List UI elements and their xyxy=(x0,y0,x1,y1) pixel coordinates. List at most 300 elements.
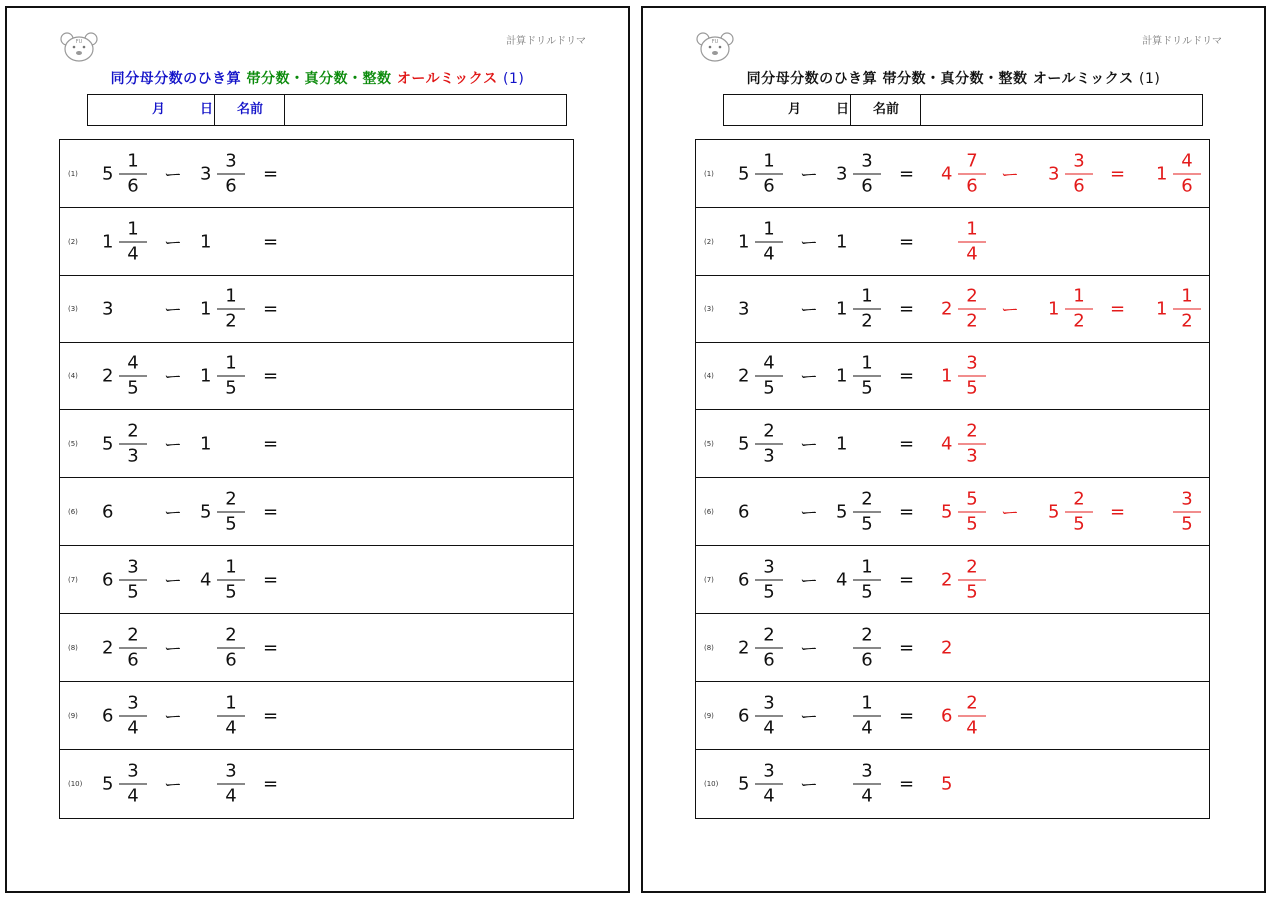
minus-sign: ー xyxy=(164,638,182,660)
numerator: 1 xyxy=(755,150,783,174)
fraction xyxy=(755,420,783,467)
whole-number: 6 xyxy=(102,569,114,590)
denominator: 4 xyxy=(763,785,775,807)
problem-number: (4) xyxy=(68,372,78,380)
numerator: 1 xyxy=(853,286,881,310)
numerator: 3 xyxy=(1173,488,1201,512)
answer-row xyxy=(696,614,1209,682)
answer-row xyxy=(696,750,1209,818)
equals-sign: = xyxy=(263,705,279,726)
denominator: 5 xyxy=(127,581,139,602)
problem-row xyxy=(60,682,573,750)
numerator: 3 xyxy=(1065,150,1093,174)
whole-number: 2 xyxy=(738,637,750,658)
whole-number: 1 xyxy=(836,298,848,320)
title-part-1: 同分母分数のひき算 xyxy=(746,71,878,87)
numerator: 3 xyxy=(853,761,881,785)
whole-number: 2 xyxy=(941,569,953,590)
denominator: 4 xyxy=(127,785,139,807)
whole-number: 3 xyxy=(836,163,848,184)
answer-row xyxy=(696,208,1209,276)
whole-number: 1 xyxy=(836,433,848,454)
problem-row xyxy=(60,208,573,276)
equals-sign: = xyxy=(899,298,915,320)
denominator: 6 xyxy=(225,649,237,670)
whole-number: 3 xyxy=(738,298,750,320)
denominator: 4 xyxy=(763,717,775,738)
whole-number: 1 xyxy=(836,231,848,252)
whole-number: 6 xyxy=(738,569,750,590)
fraction xyxy=(1173,286,1201,333)
fraction xyxy=(119,556,147,603)
equals-sign: = xyxy=(899,637,915,658)
whole-number: 5 xyxy=(836,501,848,522)
fraction xyxy=(958,150,986,197)
fraction xyxy=(119,624,147,671)
problem-number: (2) xyxy=(68,237,78,246)
fraction xyxy=(958,556,986,603)
minus-sign: ー xyxy=(800,164,818,186)
answer-row xyxy=(696,343,1209,410)
denominator: 5 xyxy=(225,581,237,602)
whole-number: 1 xyxy=(200,231,212,252)
fraction xyxy=(755,353,783,400)
numerator: 3 xyxy=(217,761,245,785)
problem-row xyxy=(60,614,573,682)
title-part-1: 同分母分数のひき算 xyxy=(110,71,242,87)
title-part-2: 帯分数・真分数・整数 xyxy=(246,71,392,87)
fraction xyxy=(853,556,881,603)
problem-number: (5) xyxy=(704,439,714,448)
answer-row xyxy=(696,276,1209,343)
fraction xyxy=(755,624,783,671)
minus-sign: ー xyxy=(800,367,818,388)
numerator: 1 xyxy=(958,218,986,242)
denominator: 6 xyxy=(861,649,873,670)
minus-sign: ー xyxy=(164,300,182,321)
equals-sign: = xyxy=(1110,163,1126,184)
denominator: 5 xyxy=(763,377,775,399)
denominator: 4 xyxy=(127,243,139,264)
numerator: 3 xyxy=(755,761,783,785)
problem-row xyxy=(60,478,573,546)
whole-number: 5 xyxy=(102,773,114,795)
bear-logo-icon xyxy=(695,30,735,64)
problem-number: (4) xyxy=(704,372,714,380)
numerator: 2 xyxy=(217,488,245,512)
numerator: 1 xyxy=(217,286,245,310)
denominator: 5 xyxy=(966,513,978,534)
minus-sign: ー xyxy=(164,232,182,254)
whole-number: 5 xyxy=(200,501,212,522)
month-label: 月 xyxy=(788,102,802,117)
whole-number: 6 xyxy=(102,501,114,522)
minus-sign: ー xyxy=(164,367,182,388)
numerator: 3 xyxy=(119,556,147,580)
numerator: 2 xyxy=(755,420,783,444)
whole-number: 5 xyxy=(1048,501,1060,522)
problem-number: (10) xyxy=(68,780,83,788)
numerator: 4 xyxy=(119,353,147,377)
fraction xyxy=(1065,286,1093,333)
worksheet-title xyxy=(7,68,628,88)
denominator: 3 xyxy=(763,445,775,466)
title-part-3: オールミックス xyxy=(396,71,498,87)
denominator: 5 xyxy=(861,377,873,399)
denominator: 6 xyxy=(225,175,237,196)
fraction xyxy=(853,761,881,808)
denominator: 5 xyxy=(861,513,873,534)
whole-number: 3 xyxy=(1048,163,1060,184)
minus-sign: ー xyxy=(800,434,818,456)
fraction xyxy=(755,556,783,603)
question-sheet xyxy=(5,6,630,893)
numerator: 1 xyxy=(1065,286,1093,310)
answer-sheet xyxy=(641,6,1266,893)
problem-number: (8) xyxy=(68,643,78,652)
whole-number: 6 xyxy=(738,705,750,726)
numerator: 4 xyxy=(755,353,783,377)
fraction xyxy=(217,286,245,333)
fraction xyxy=(853,286,881,333)
numerator: 1 xyxy=(217,353,245,377)
numerator: 3 xyxy=(119,692,147,716)
denominator: 5 xyxy=(225,513,237,534)
month-label: 月 xyxy=(152,102,166,117)
numerator: 3 xyxy=(217,150,245,174)
brand-text: 計算ドリルドリマ xyxy=(1142,36,1222,47)
whole-number: 5 xyxy=(941,773,953,795)
whole-number: 5 xyxy=(738,433,750,454)
equals-sign: = xyxy=(263,365,279,387)
denominator: 4 xyxy=(225,785,237,807)
equals-sign: = xyxy=(263,637,279,658)
denominator: 5 xyxy=(763,581,775,602)
equals-sign: = xyxy=(899,569,915,590)
whole-number: 6 xyxy=(738,501,750,522)
denominator: 6 xyxy=(763,175,775,196)
denominator: 6 xyxy=(763,649,775,670)
answer-row xyxy=(696,546,1209,614)
equals-sign: = xyxy=(899,365,915,387)
whole-number: 5 xyxy=(941,501,953,522)
whole-number: 5 xyxy=(102,163,114,184)
answer-row xyxy=(696,682,1209,750)
fraction xyxy=(119,218,147,265)
fraction xyxy=(853,353,881,400)
fraction xyxy=(853,150,881,197)
whole-number: 1 xyxy=(200,365,212,387)
whole-number: 1 xyxy=(738,231,750,252)
fraction xyxy=(1065,150,1093,197)
equals-sign: = xyxy=(263,501,279,522)
minus-sign: ー xyxy=(1001,164,1019,186)
numerator: 5 xyxy=(958,488,986,512)
numerator: 1 xyxy=(755,218,783,242)
whole-number: 2 xyxy=(102,637,114,658)
numerator: 1 xyxy=(1173,286,1201,310)
denominator: 6 xyxy=(966,175,978,196)
minus-sign: ー xyxy=(164,570,182,592)
fraction xyxy=(853,488,881,535)
numerator: 2 xyxy=(958,692,986,716)
denominator: 2 xyxy=(861,310,873,332)
whole-number: 1 xyxy=(1156,163,1168,184)
name-label: 名前 xyxy=(850,95,921,125)
denominator: 6 xyxy=(1073,175,1085,196)
problem-number: (9) xyxy=(704,711,714,720)
title-part-4: (1) xyxy=(1139,71,1161,87)
denominator: 6 xyxy=(127,175,139,196)
numerator: 2 xyxy=(958,420,986,444)
numerator: 1 xyxy=(853,556,881,580)
fraction xyxy=(217,150,245,197)
fraction xyxy=(755,692,783,739)
fraction xyxy=(217,488,245,535)
day-label: 日 xyxy=(200,102,214,117)
numerator: 2 xyxy=(119,420,147,444)
numerator: 3 xyxy=(958,353,986,377)
denominator: 5 xyxy=(966,377,978,399)
whole-number: 5 xyxy=(738,163,750,184)
whole-number: 2 xyxy=(941,637,953,658)
equals-sign: = xyxy=(899,433,915,454)
problem-number: (10) xyxy=(704,780,719,788)
name-label: 名前 xyxy=(214,95,285,125)
fraction xyxy=(119,150,147,197)
problem-number: (7) xyxy=(704,575,714,584)
problem-number: (3) xyxy=(704,305,714,313)
minus-sign: ー xyxy=(1001,502,1019,524)
name-date-box xyxy=(723,94,1203,126)
problem-row xyxy=(60,750,573,818)
answer-row xyxy=(696,410,1209,478)
numerator: 1 xyxy=(119,150,147,174)
problem-number: (6) xyxy=(68,507,78,516)
equals-sign: = xyxy=(1110,501,1126,522)
denominator: 5 xyxy=(1181,513,1193,534)
fraction xyxy=(755,761,783,808)
numerator: 2 xyxy=(217,624,245,648)
fraction xyxy=(119,420,147,467)
fraction xyxy=(755,218,783,265)
bear-label: FU xyxy=(75,39,83,45)
fraction xyxy=(853,624,881,671)
problem-number: (9) xyxy=(68,711,78,720)
numerator: 1 xyxy=(217,556,245,580)
denominator: 4 xyxy=(127,717,139,738)
whole-number: 5 xyxy=(102,433,114,454)
answer-row xyxy=(696,140,1209,208)
minus-sign: ー xyxy=(164,706,182,728)
fraction xyxy=(1173,150,1201,197)
fraction xyxy=(217,624,245,671)
denominator: 4 xyxy=(966,717,978,738)
fraction xyxy=(958,353,986,400)
worksheet-title xyxy=(643,68,1264,88)
whole-number: 2 xyxy=(941,298,953,320)
answer-row xyxy=(696,478,1209,546)
equals-sign: = xyxy=(263,298,279,320)
minus-sign: ー xyxy=(800,300,818,321)
fraction xyxy=(958,218,986,265)
equals-sign: = xyxy=(899,705,915,726)
denominator: 2 xyxy=(225,310,237,332)
whole-number: 1 xyxy=(836,365,848,387)
numerator: 3 xyxy=(119,761,147,785)
title-part-3: オールミックス xyxy=(1032,71,1134,87)
whole-number: 1 xyxy=(1048,298,1060,320)
day-label: 日 xyxy=(836,102,850,117)
equals-sign: = xyxy=(899,163,915,184)
minus-sign: ー xyxy=(164,434,182,456)
name-field[interactable] xyxy=(920,95,1203,125)
whole-number: 4 xyxy=(836,569,848,590)
whole-number: 1 xyxy=(200,298,212,320)
numerator: 2 xyxy=(755,624,783,648)
fraction xyxy=(958,488,986,535)
fraction xyxy=(853,692,881,739)
name-date-box xyxy=(87,94,567,126)
equals-sign: = xyxy=(263,163,279,184)
denominator: 2 xyxy=(966,310,978,332)
fraction xyxy=(958,692,986,739)
minus-sign: ー xyxy=(164,502,182,524)
fraction xyxy=(1065,488,1093,535)
whole-number: 4 xyxy=(941,163,953,184)
whole-number: 3 xyxy=(200,163,212,184)
numerator: 3 xyxy=(755,556,783,580)
whole-number: 2 xyxy=(102,365,114,387)
whole-number: 2 xyxy=(738,365,750,387)
minus-sign: ー xyxy=(164,775,182,796)
minus-sign: ー xyxy=(800,775,818,796)
problem-number: (3) xyxy=(68,305,78,313)
denominator: 4 xyxy=(966,243,978,264)
fraction xyxy=(217,692,245,739)
denominator: 4 xyxy=(763,243,775,264)
brand-text: 計算ドリルドリマ xyxy=(506,36,586,47)
equals-sign: = xyxy=(899,231,915,252)
equals-sign: = xyxy=(1110,298,1126,320)
denominator: 5 xyxy=(127,377,139,399)
numerator: 1 xyxy=(853,353,881,377)
bear-label: FU xyxy=(711,39,719,45)
minus-sign: ー xyxy=(800,638,818,660)
problem-number: (5) xyxy=(68,439,78,448)
whole-number: 4 xyxy=(941,433,953,454)
minus-sign: ー xyxy=(164,164,182,186)
whole-number: 3 xyxy=(102,298,114,320)
denominator: 5 xyxy=(225,377,237,399)
denominator: 5 xyxy=(966,581,978,602)
numerator: 2 xyxy=(853,624,881,648)
numerator: 3 xyxy=(755,692,783,716)
whole-number: 1 xyxy=(102,231,114,252)
bear-logo-icon xyxy=(59,30,99,64)
problem-number: (1) xyxy=(68,169,78,178)
whole-number: 1 xyxy=(200,433,212,454)
denominator: 6 xyxy=(861,175,873,196)
problem-row xyxy=(60,343,573,410)
answer-list xyxy=(695,139,1210,819)
fraction xyxy=(217,556,245,603)
whole-number: 1 xyxy=(1156,298,1168,320)
denominator: 4 xyxy=(225,717,237,738)
problem-row xyxy=(60,276,573,343)
numerator: 1 xyxy=(217,692,245,716)
problem-number: (7) xyxy=(68,575,78,584)
problem-number: (8) xyxy=(704,643,714,652)
numerator: 1 xyxy=(853,692,881,716)
fraction xyxy=(119,761,147,808)
denominator: 2 xyxy=(1181,310,1193,332)
whole-number: 5 xyxy=(738,773,750,795)
name-field[interactable] xyxy=(284,95,567,125)
denominator: 3 xyxy=(127,445,139,466)
whole-number: 6 xyxy=(102,705,114,726)
numerator: 4 xyxy=(1173,150,1201,174)
fraction xyxy=(958,420,986,467)
fraction xyxy=(958,286,986,333)
title-part-4: (1) xyxy=(503,71,525,87)
equals-sign: = xyxy=(263,569,279,590)
minus-sign: ー xyxy=(800,232,818,254)
problem-list xyxy=(59,139,574,819)
numerator: 2 xyxy=(853,488,881,512)
numerator: 2 xyxy=(958,286,986,310)
numerator: 2 xyxy=(958,556,986,580)
whole-number: 1 xyxy=(941,365,953,387)
fraction xyxy=(217,761,245,808)
fraction xyxy=(119,353,147,400)
denominator: 4 xyxy=(861,785,873,807)
problem-row xyxy=(60,546,573,614)
denominator: 2 xyxy=(1073,310,1085,332)
problem-number: (2) xyxy=(704,237,714,246)
denominator: 5 xyxy=(1073,513,1085,534)
minus-sign: ー xyxy=(800,570,818,592)
fraction xyxy=(1173,488,1201,535)
whole-number: 6 xyxy=(941,705,953,726)
problem-number: (6) xyxy=(704,507,714,516)
whole-number: 4 xyxy=(200,569,212,590)
numerator: 3 xyxy=(853,150,881,174)
denominator: 6 xyxy=(1181,175,1193,196)
numerator: 1 xyxy=(119,218,147,242)
denominator: 3 xyxy=(966,445,978,466)
fraction xyxy=(119,692,147,739)
numerator: 2 xyxy=(119,624,147,648)
problem-row xyxy=(60,410,573,478)
equals-sign: = xyxy=(263,231,279,252)
numerator: 2 xyxy=(1065,488,1093,512)
equals-sign: = xyxy=(263,433,279,454)
minus-sign: ー xyxy=(1001,300,1019,321)
minus-sign: ー xyxy=(800,706,818,728)
problem-number: (1) xyxy=(704,169,714,178)
equals-sign: = xyxy=(899,501,915,522)
denominator: 5 xyxy=(861,581,873,602)
problem-row xyxy=(60,140,573,208)
fraction xyxy=(755,150,783,197)
numerator: 7 xyxy=(958,150,986,174)
denominator: 4 xyxy=(861,717,873,738)
equals-sign: = xyxy=(899,773,915,795)
equals-sign: = xyxy=(263,773,279,795)
minus-sign: ー xyxy=(800,502,818,524)
denominator: 6 xyxy=(127,649,139,670)
